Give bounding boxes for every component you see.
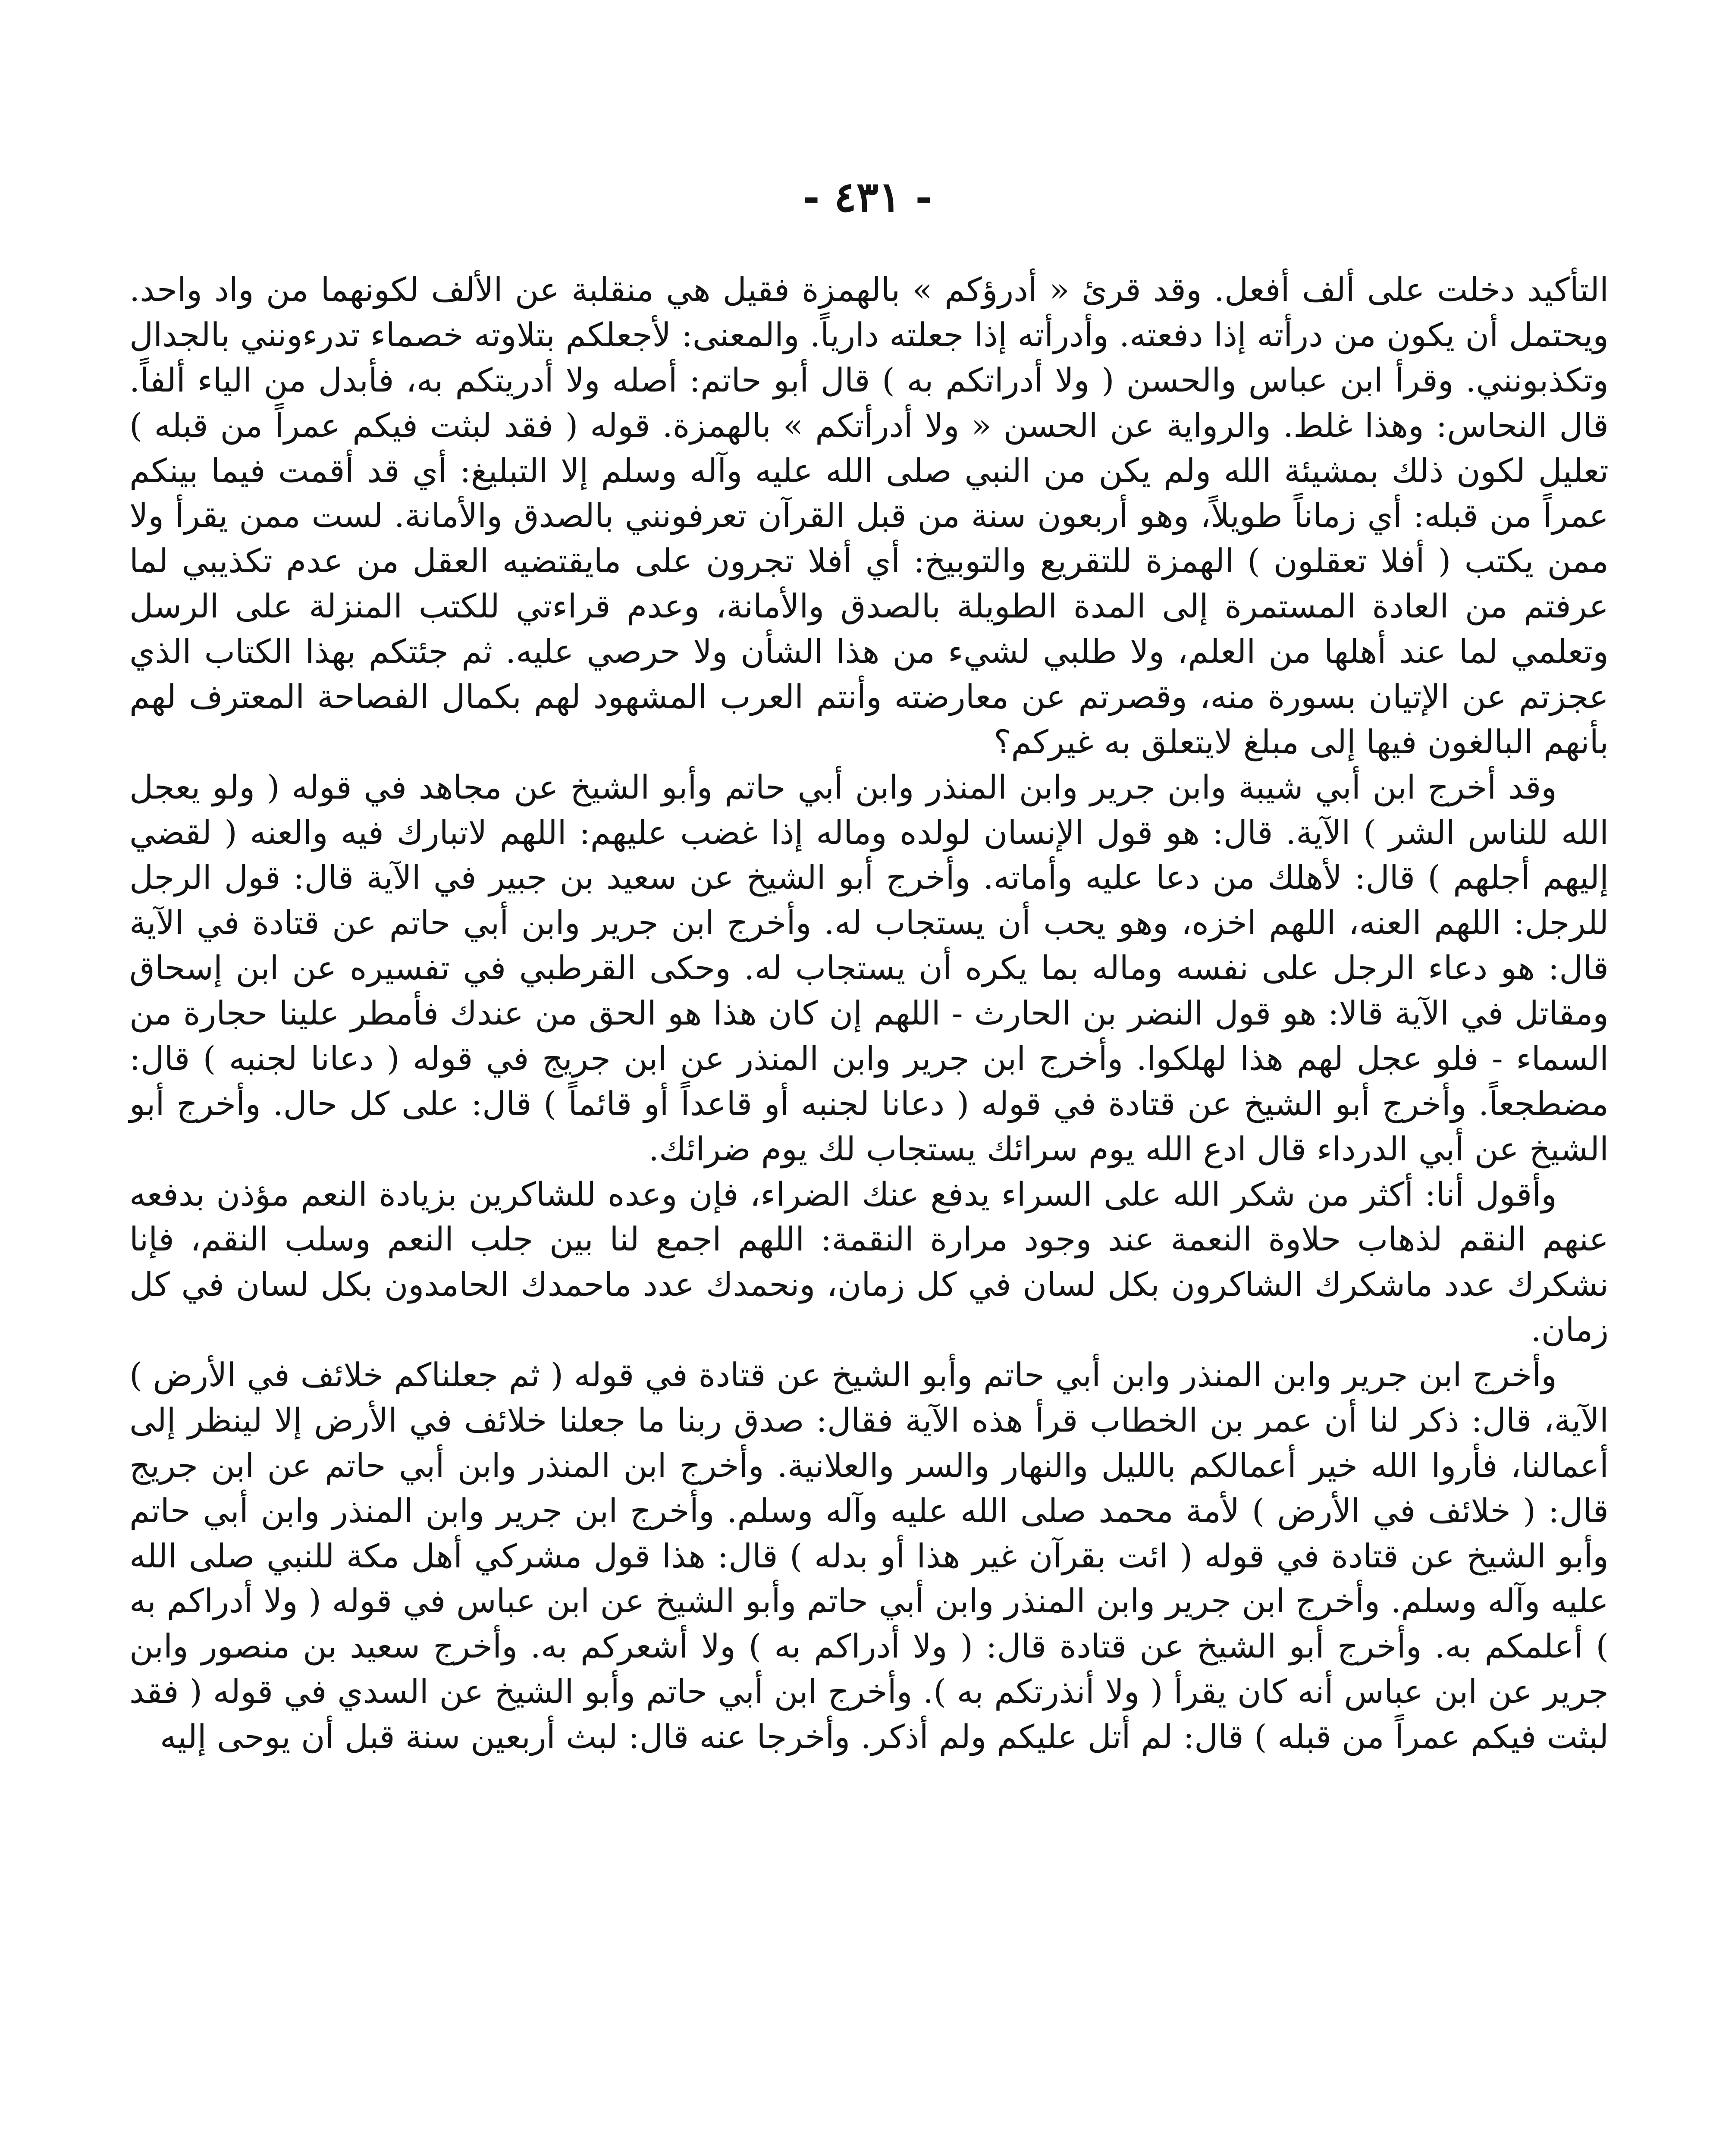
paragraph-tafsir-commentary: التأكيد دخلت على ألف أفعل. وقد قرئ « أدرؤكم » بالهمزة فقيل هي منقلبة عن الألف لكونهما من واد واحد. ويحتمل أن يكون من درأته إذا دفعته. وأدرأته إذا جعلته دارياً. والمعنى: لأجعلكم بتلاوته خصماء تدرءونني بالجدال وتكذبونني. وقرأ ابن عباس والحسن ( ولا أدراتكم به ) قال أبو حاتم: أصله ولا أدريتكم به، فأبدل من الياء ألفاً. قال النحاس: وهذا غلط. والرواية عن الحسن « ولا أدرأتكم » بالهمزة. قوله ( فقد لبثت فيكم عمراً من قبله ) تعليل لكون ذلك بمشيئة الله ولم يكن من النبي صلى الله عليه وآله وسلم إلا التبليغ: أي قد أقمت فيما بينكم عمراً من قبله: أي زماناً طويلاً، وهو أربعون سنة من قبل القرآن تعرفونني بالصدق والأمانة. لست ممن يقرأ ولا ممن يكتب ( أفلا تعقلون ) الهمزة للتقريع والتوبيخ: أي أفلا تجرون على مايقتضيه العقل من عدم تكذيبي لما عرفتم من العادة المستمرة إلى المدة الطويلة بالصدق والأمانة، وعدم قراءتي للكتب المنزلة على الرسل وتعلمي لما عند أهلها من العلم، ولا طلبي لشيء من هذا الشأن ولا حرصي عليه. ثم جئتكم بهذا الكتاب الذي عجزتم عن الإتيان بسورة منه، وقصرتم عن معارضته وأنتم العرب المشهود لهم بكمال الفصاحة المعترف لهم بأنهم البالغون فيها إلى مبلغ لايتعلق به غيركم؟ — [129, 270, 1609, 761]
page-number: - ٤٣١ - — [802, 172, 933, 221]
paragraph-author-remark: وأقول أنا: أكثر من شكر الله على السراء يدفع عنك الضراء، فإن وعده للشاكرين بزيادة النعم مؤذن بدفعه عنهم النقم لذهاب حلاوة النعمة عند وجود مرارة النقمة: اللهم اجمع لنا بين جلب النعم وسلب النقم، فإنا نشكرك عدد ماشكرك الشاكرون بكل لسان في كل زمان، ونحمدك عدد ماحمدك الحامدون بكل لسان في كل زمان. — [129, 1175, 1609, 1349]
paragraph-narrations: وقد أخرج ابن أبي شيبة وابن جرير وابن المنذر وابن أبي حاتم وأبو الشيخ عن مجاهد في قوله ( ولو يعجل الله للناس الشر ) الآية. قال: هو قول الإنسان لولده وماله إذا غضب عليهم: اللهم لاتبارك فيه والعنه ( لقضي إليهم أجلهم ) قال: لأهلك من دعا عليه وأماته. وأخرج أبو الشيخ عن سعيد بن جبير في الآية قال: قول الرجل للرجل: اللهم العنه، اللهم اخزه، وهو يحب أن يستجاب له. وأخرج ابن جرير وابن أبي حاتم عن قتادة في الآية قال: هو دعاء الرجل على نفسه وماله بما يكره أن يستجاب له. وحكى القرطبي في تفسيره عن ابن إسحاق ومقاتل في الآية قالا: هو قول النضر بن الحارث - اللهم إن كان هذا هو الحق من عندك فأمطر علينا حجارة من السماء - فلو عجل لهم هذا لهلكوا. وأخرج ابن جرير وابن المنذر عن ابن جريج في قوله ( دعانا لجنبه ) قال: مضطجعاً. وأخرج أبو الشيخ عن قتادة في قوله ( دعانا لجنبه أو قاعداً أو قائماً ) قال: على كل حال. وأخرج أبو الشيخ عن أبي الدرداء قال ادع الله يوم سرائك يستجاب لك يوم ضرائك. — [129, 768, 1609, 1168]
page-text-body — [129, 267, 1609, 1760]
paragraph-further-narrations: وأخرج ابن جرير وابن المنذر وابن أبي حاتم وأبو الشيخ عن قتادة في قوله ( ثم جعلناكم خلائف في الأرض ) الآية، قال: ذكر لنا أن عمر بن الخطاب قرأ هذه الآية فقال: صدق ربنا ما جعلنا خلائف في الأرض إلا لينظر إلى أعمالنا، فأروا الله خير أعمالكم بالليل والنهار والسر والعلانية. وأخرج ابن المنذر وابن أبي حاتم عن ابن جريج قال: ( خلائف في الأرض ) لأمة محمد صلى الله عليه وآله وسلم. وأخرج ابن جرير وابن المنذر وابن أبي حاتم وأبو الشيخ عن قتادة في قوله ( ائت بقرآن غير هذا أو بدله ) قال: هذا قول مشركي أهل مكة للنبي صلى الله عليه وآله وسلم. وأخرج ابن جرير وابن المنذر وابن أبي حاتم وأبو الشيخ عن ابن عباس في قوله ( ولا أدراكم به ) أعلمكم به. وأخرج أبو الشيخ عن قتادة قال: ( ولا أدراكم به ) ولا أشعركم به. وأخرج سعيد بن منصور وابن جرير عن ابن عباس أنه كان يقرأ ( ولا أنذرتكم به ). وأخرج ابن أبي حاتم وأبو الشيخ عن السدي في قوله ( فقد لبثت فيكم عمراً من قبله ) قال: لم أتل عليكم ولم أذكر. وأخرجا عنه قال: لبث أربعين سنة قبل أن يوحى إليه — [129, 1356, 1609, 1756]
